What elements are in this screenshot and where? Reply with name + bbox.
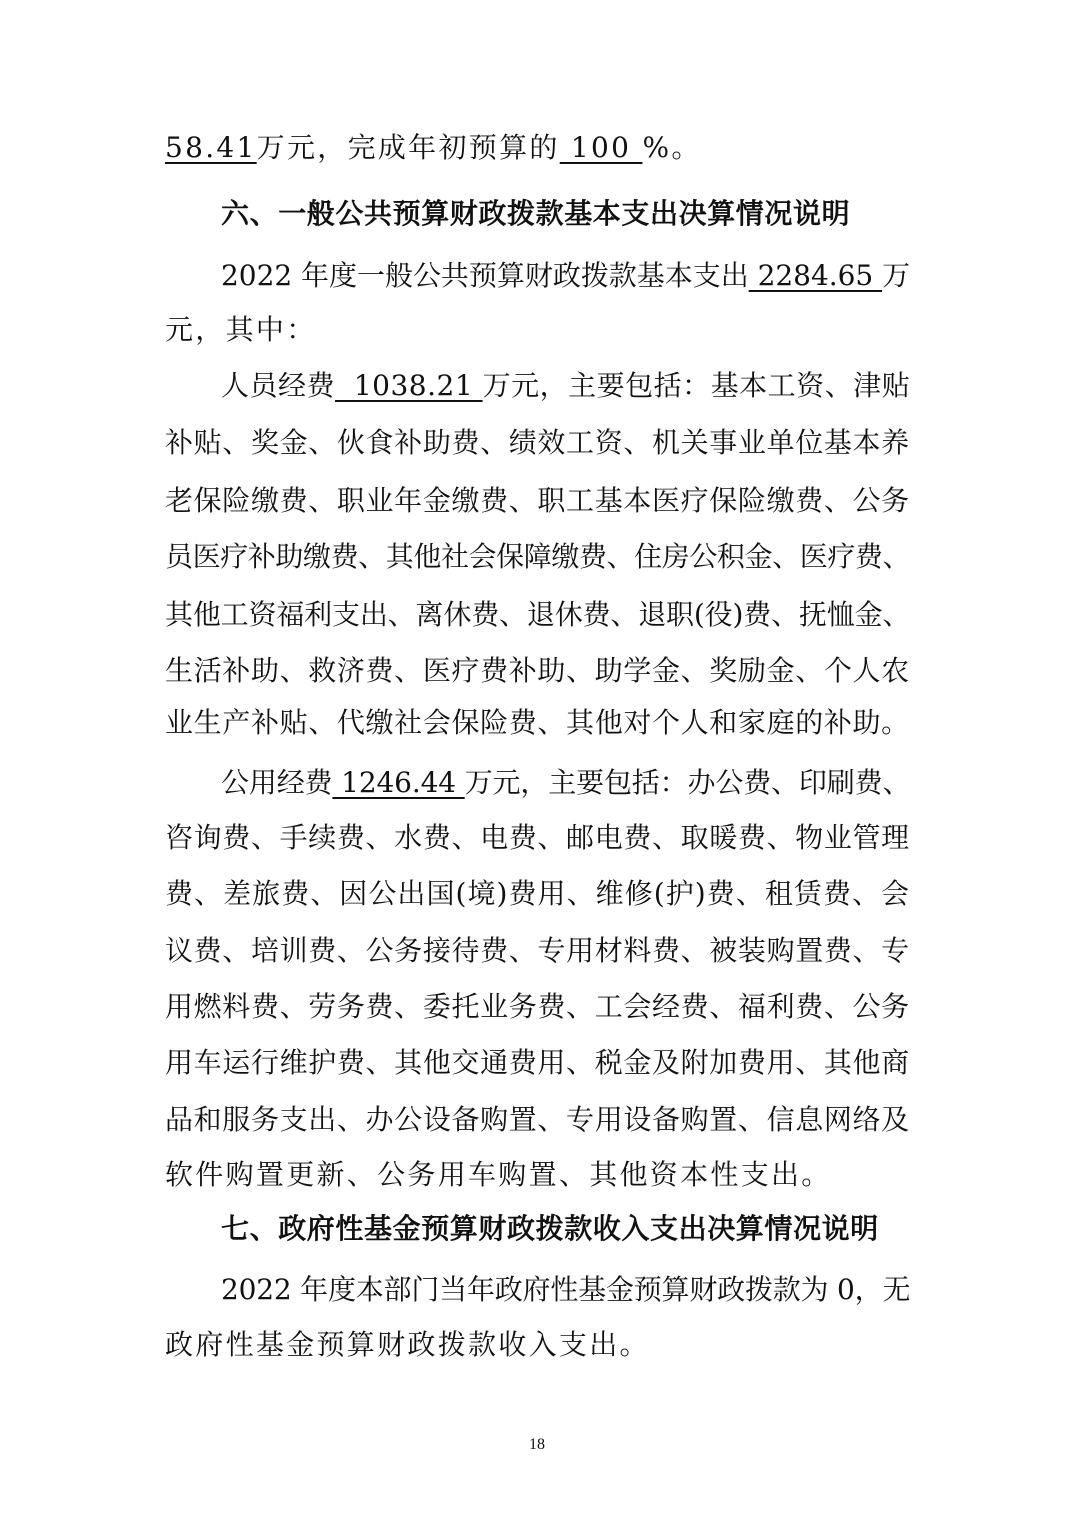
paragraph-line: 品和服务支出、办公设备购置、专用设备购置、信息网络及 bbox=[165, 1103, 910, 1136]
percent-value: 100 bbox=[559, 131, 643, 164]
personnel-expense-value: 1038.21 bbox=[335, 369, 483, 402]
paragraph-line: 议费、培训费、公务接待费、专用材料费、被装购置费、专 bbox=[165, 934, 910, 967]
public-expense-value: 1246.44 bbox=[332, 766, 465, 799]
paragraph-line: 58.41万元，完成年初预算的 100 %。 bbox=[165, 131, 702, 164]
paragraph-line: 咨询费、手续费、水费、电费、邮电费、取暖费、物业管理 bbox=[165, 821, 910, 854]
paragraph-line: 2022 年度一般公共预算财政拨款基本支出 2284.65 万 bbox=[221, 259, 911, 292]
paragraph-line: 人员经费 1038.21 万元，主要包括：基本工资、津贴 bbox=[221, 369, 911, 402]
paragraph-line: 政府性基金预算财政拨款收入支出。 bbox=[165, 1328, 650, 1361]
page-number: 18 bbox=[529, 1436, 545, 1453]
paragraph-line: 用车运行维护费、其他交通费用、税金及附加费用、其他商 bbox=[165, 1046, 910, 1079]
paragraph-line: 元，其中： bbox=[165, 313, 317, 346]
amount-value: 58.41 bbox=[165, 131, 257, 164]
paragraph-line: 2022 年度本部门当年政府性基金预算财政拨款为 0，无 bbox=[221, 1273, 911, 1306]
paragraph-line: 费、差旅费、因公出国(境)费用、维修(护)费、租赁费、会 bbox=[165, 877, 911, 910]
paragraph-line: 员医疗补助缴费、其他社会保障缴费、住房公积金、医疗费、 bbox=[165, 540, 911, 573]
basic-expenditure-value: 2284.65 bbox=[748, 259, 883, 292]
paragraph-line: 补贴、奖金、伙食补助费、绩效工资、机关事业单位基本养 bbox=[165, 426, 910, 459]
section-heading-7: 七、政府性基金预算财政拨款收入支出决算情况说明 bbox=[221, 1212, 879, 1245]
paragraph-line: 软件购置更新、公务用车购置、其他资本性支出。 bbox=[165, 1158, 832, 1191]
paragraph-line: 用燃料费、劳务费、委托业务费、工会经费、福利费、公务 bbox=[165, 990, 910, 1023]
paragraph-line: 老保险缴费、职业年金缴费、职工基本医疗保险缴费、公务 bbox=[165, 484, 910, 517]
paragraph-line: 生活补助、救济费、医疗费补助、助学金、奖励金、个人农 bbox=[165, 654, 910, 687]
paragraph-line: 公用经费 1246.44 万元，主要包括：办公费、印刷费、 bbox=[221, 766, 911, 799]
paragraph-line: 其他工资福利支出、离休费、退休费、退职(役)费、抚恤金、 bbox=[165, 598, 911, 631]
paragraph-line: 业生产补贴、代缴社会保险费、其他对个人和家庭的补助。 bbox=[165, 706, 910, 739]
section-heading-6: 六、一般公共预算财政拨款基本支出决算情况说明 bbox=[221, 197, 851, 230]
